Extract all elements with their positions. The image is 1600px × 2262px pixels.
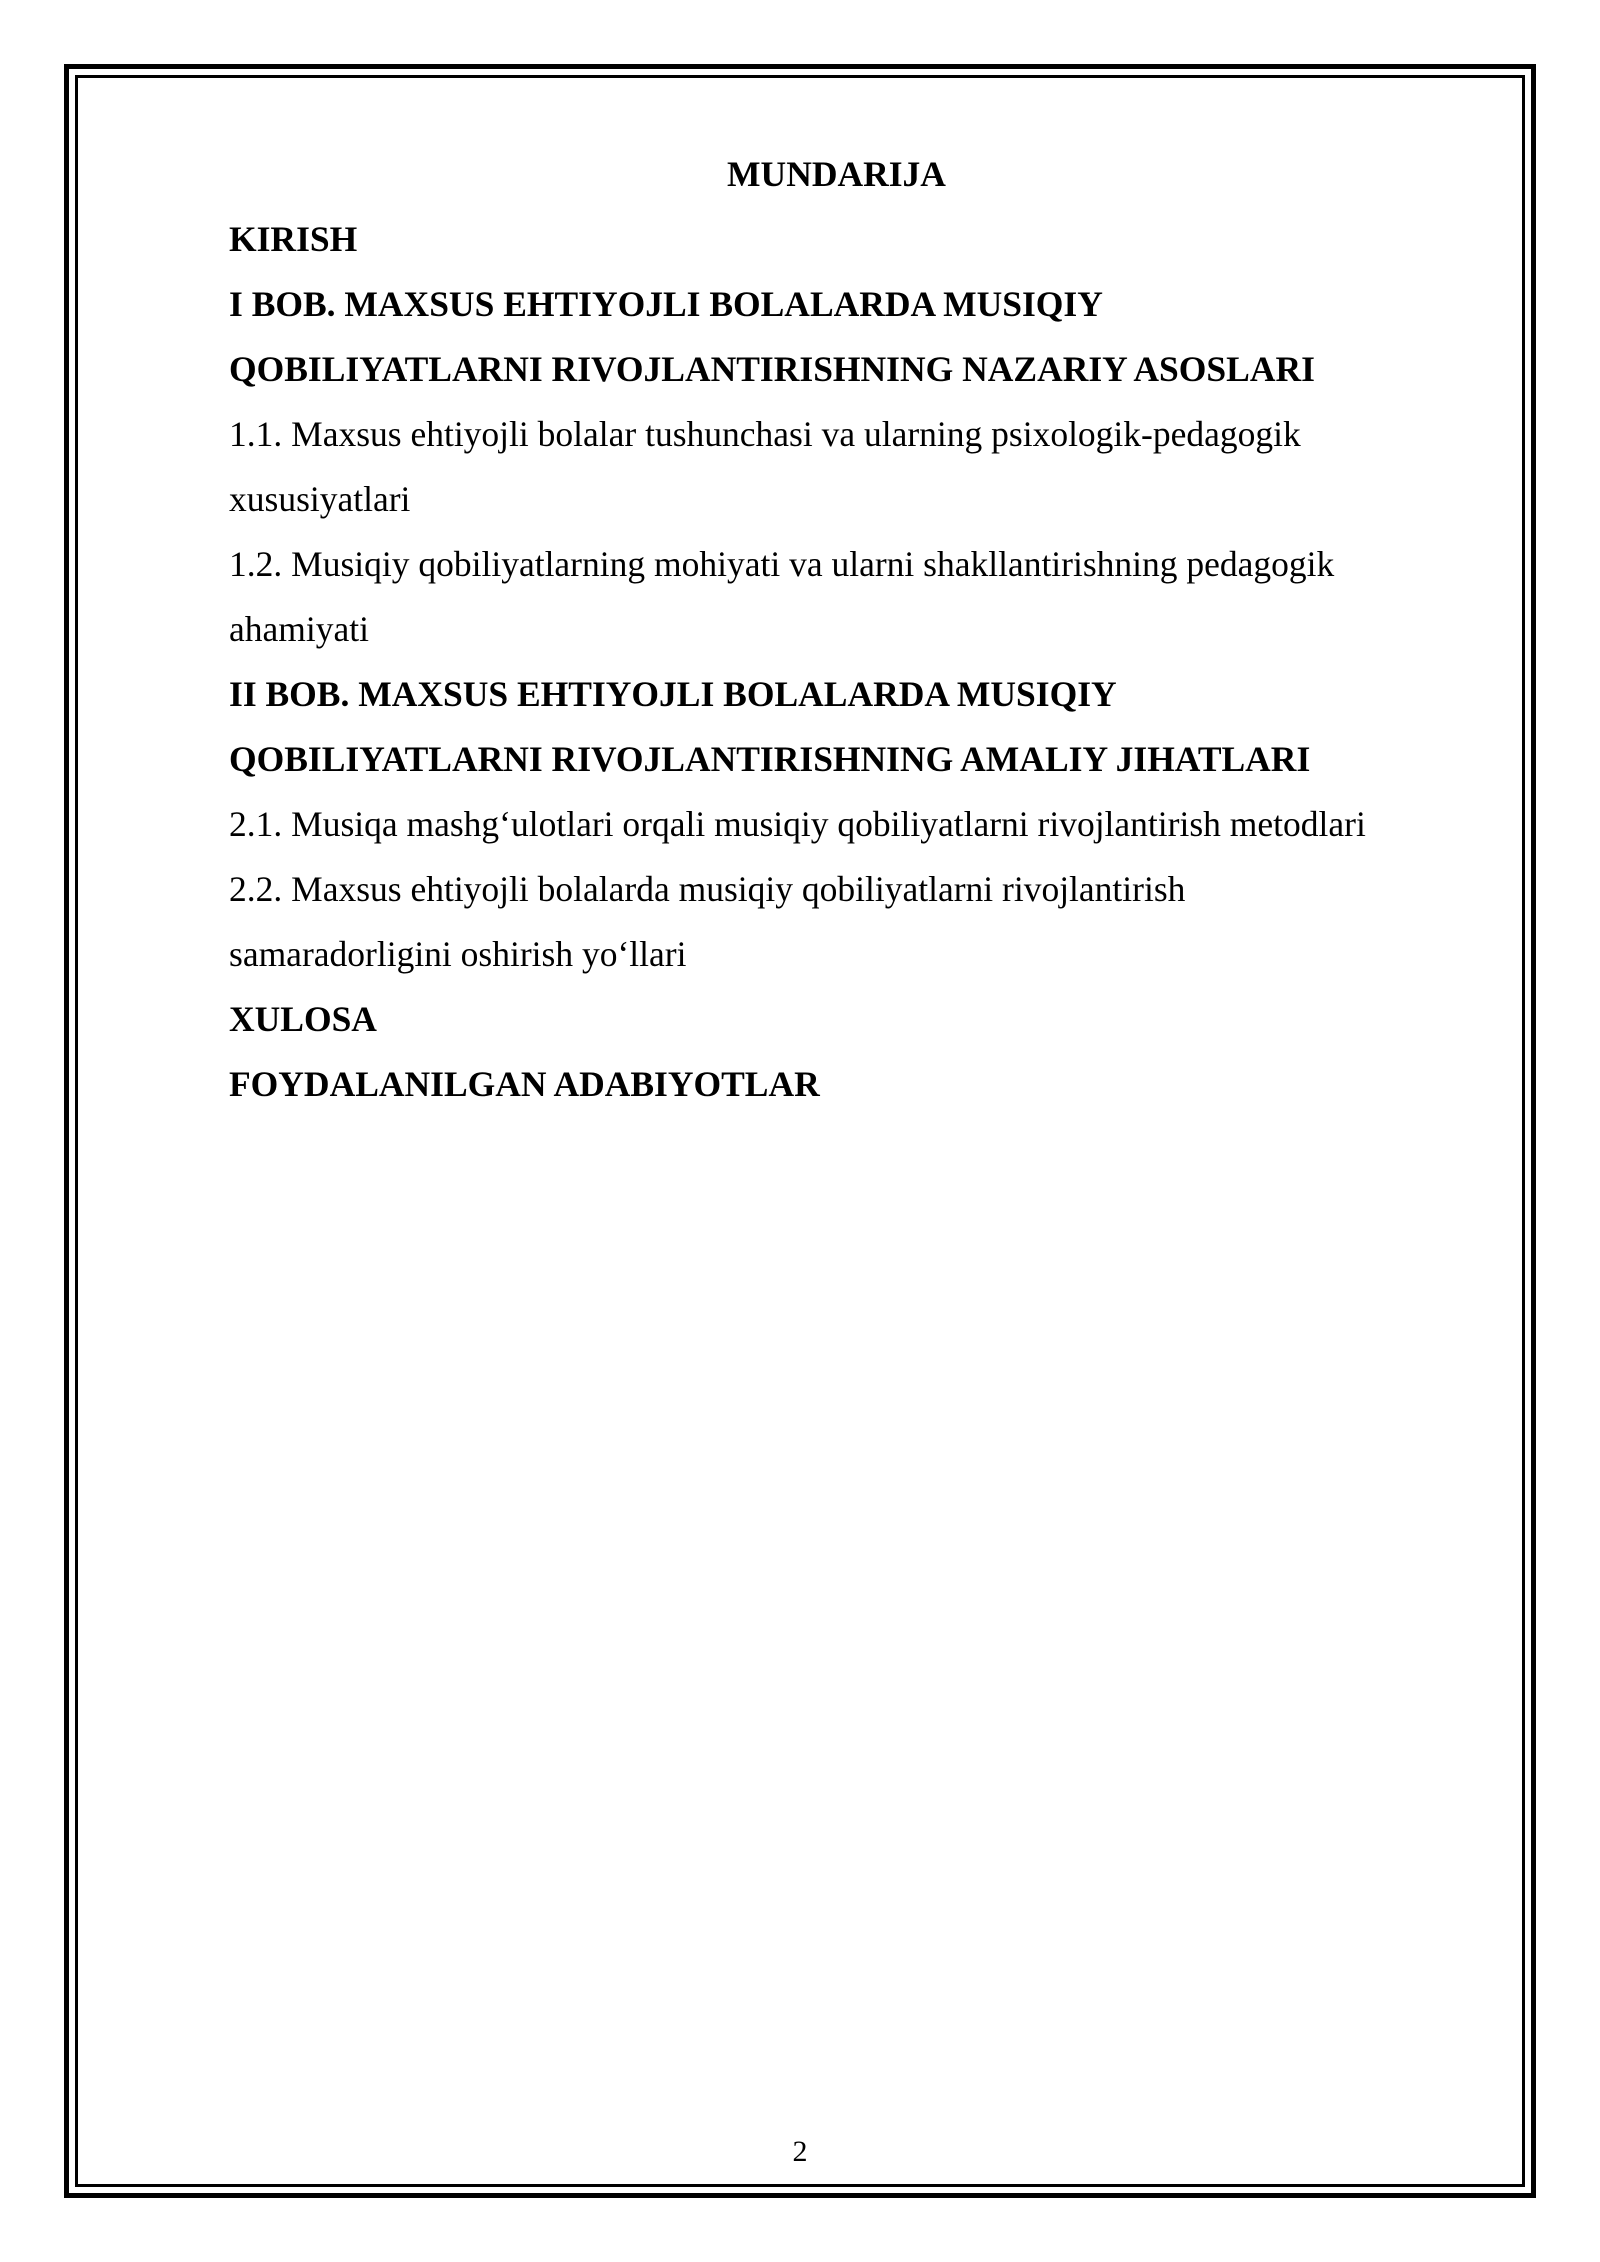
- toc-chapter-2-line-2: QOBILIYATLARNI RIVOJLANTIRISHNING AMALIY JIHATLARI: [229, 739, 1311, 779]
- toc-section-1-2-line-2: ahamiyati: [229, 609, 369, 649]
- toc-entry-xulosa: XULOSA: [229, 999, 377, 1039]
- table-of-contents: [229, 142, 1444, 1117]
- toc-chapter-1-line-2: QOBILIYATLARNI RIVOJLANTIRISHNING NAZARIY ASOSLARI: [229, 349, 1315, 389]
- toc-section-1-1-line-1: 1.1. Maxsus ehtiyojli bolalar tushunchasi va ularning psixologik-pedagogik: [229, 414, 1301, 454]
- toc-entry-adabiyotlar: FOYDALANILGAN ADABIYOTLAR: [229, 1064, 820, 1104]
- toc-chapter-2-line-1: II BOB. MAXSUS EHTIYOJLI BOLALARDA MUSIQIY: [229, 674, 1117, 714]
- toc-section-2-2-line-2: samaradorligini oshirish yo‘llari: [229, 934, 687, 974]
- toc-title: MUNDARIJA: [727, 154, 946, 194]
- toc-chapter-1-line-1: I BOB. MAXSUS EHTIYOJLI BOLALARDA MUSIQIY: [229, 284, 1103, 324]
- toc-section-1-2-line-1: 1.2. Musiqiy qobiliyatlarning mohiyati va ularni shakllantirishning pedagogik: [229, 544, 1335, 584]
- toc-entry-kirish: KIRISH: [229, 219, 358, 259]
- page-number: 2: [792, 2135, 808, 2168]
- toc-section-2-1: 2.1. Musiqa mashg‘ulotlari orqali musiqiy qobiliyatlarni rivojlantirish metodlari: [229, 804, 1366, 844]
- toc-section-1-1-line-2: xususiyatlari: [229, 479, 411, 519]
- toc-section-2-2-line-1: 2.2. Maxsus ehtiyojli bolalarda musiqiy qobiliyatlarni rivojlantirish: [229, 869, 1186, 909]
